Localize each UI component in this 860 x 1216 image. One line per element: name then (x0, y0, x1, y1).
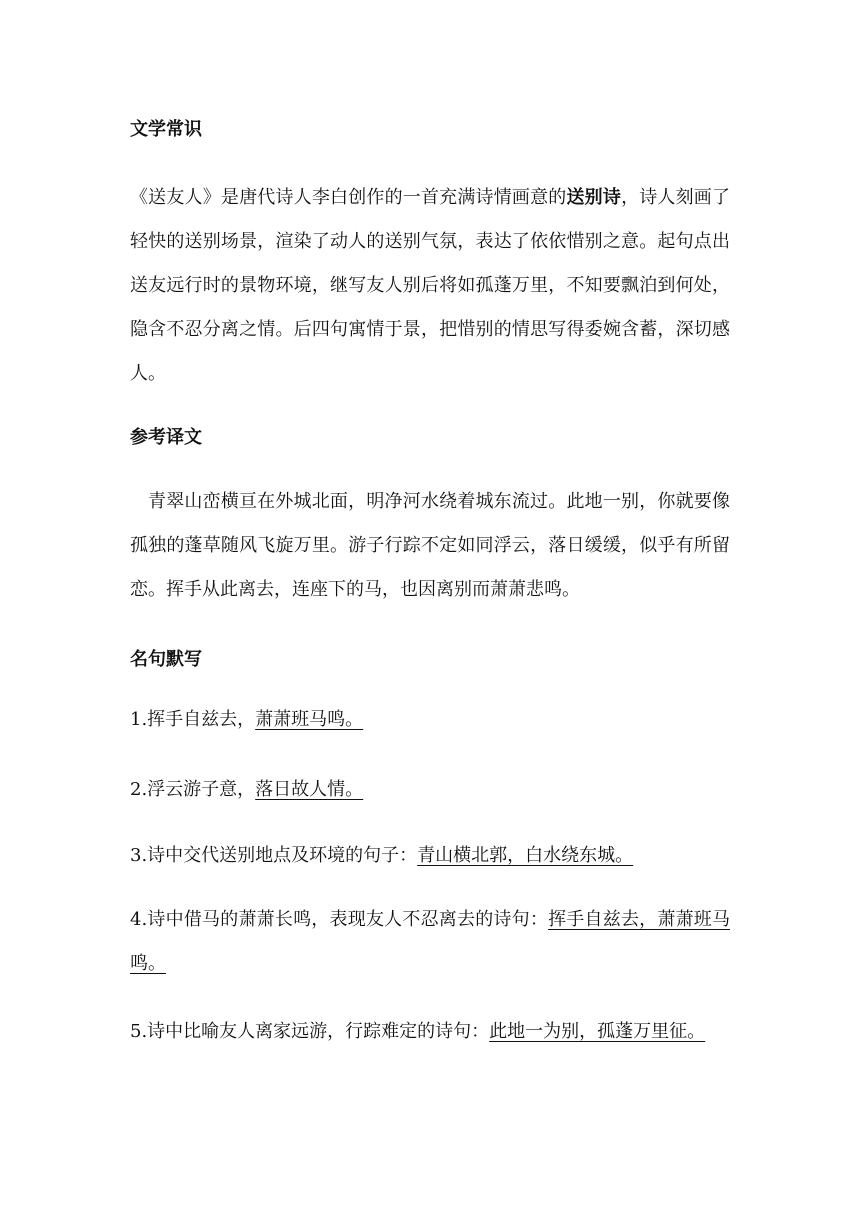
paragraph-text: ，诗人刻画了 (621, 187, 730, 208)
item-prompt: 1.挥手自兹去， (130, 709, 256, 730)
dictation-item-2 (130, 768, 730, 812)
paragraph-line: 人。 (130, 363, 166, 384)
item-answer: 萧萧班马鸣。 (255, 709, 364, 730)
item-answer-continued: 鸣。 (130, 953, 166, 974)
dictation-item-3 (130, 834, 730, 878)
dictation-item-1 (130, 698, 730, 742)
literary-knowledge-paragraph (130, 176, 730, 396)
item-prompt: 4.诗中借马的萧萧长鸣，表现友人不忍离去的诗句： (130, 909, 549, 930)
paragraph-line: 隐含不忍分离之情。后四句寓情于景，把惜别的情思写得委婉含蓄，深切感 (130, 319, 730, 340)
item-line (130, 942, 730, 986)
section-heading-literary-knowledge: 文学常识 (130, 119, 202, 140)
section-heading-famous-lines: 名句默写 (130, 649, 202, 670)
paragraph-text: 《送友人》是唐代诗人李白创作的一首充满诗情画意的 (130, 187, 567, 208)
bold-term: 送别诗 (566, 187, 622, 208)
dictation-item-4 (130, 898, 730, 986)
paragraph-line: 轻快的送别场景，渲染了动人的送别气氛，表达了依依惜别之意。起句点出 (130, 231, 730, 252)
paragraph-line: 恋。挥手从此离去，连座下的马，也因离别而萧萧悲鸣。 (130, 579, 580, 600)
item-prompt: 5.诗中比喻友人离家远游，行踪难定的诗句： (130, 1021, 490, 1042)
section-heading-reference-translation: 参考译文 (130, 427, 202, 448)
item-answer: 挥手自兹去，萧萧班马 (548, 909, 731, 930)
item-prompt: 3.诗中交代送别地点及环境的句子： (130, 845, 418, 866)
item-line (130, 898, 730, 942)
item-prompt: 2.浮云游子意， (130, 779, 256, 800)
dictation-item-5 (130, 1010, 730, 1054)
item-answer: 青山横北郭，白水绕东城。 (417, 845, 634, 866)
paragraph-line: 送友远行时的景物环境，继写友人别后将如孤蓬万里，不知要飘泊到何处， (130, 275, 730, 296)
reference-translation-paragraph (130, 480, 730, 612)
paragraph-line (130, 176, 730, 220)
item-answer: 此地一为别，孤蓬万里征。 (489, 1021, 706, 1042)
paragraph-line: 孤独的蓬草随风飞旋万里。游子行踪不定如同浮云，落日缓缓，似乎有所留 (130, 535, 730, 556)
paragraph-line: 青翠山峦横亘在外城北面，明净河水绕着城东流过。此地一别，你就要像 (148, 491, 730, 512)
item-answer: 落日故人情。 (255, 779, 364, 800)
